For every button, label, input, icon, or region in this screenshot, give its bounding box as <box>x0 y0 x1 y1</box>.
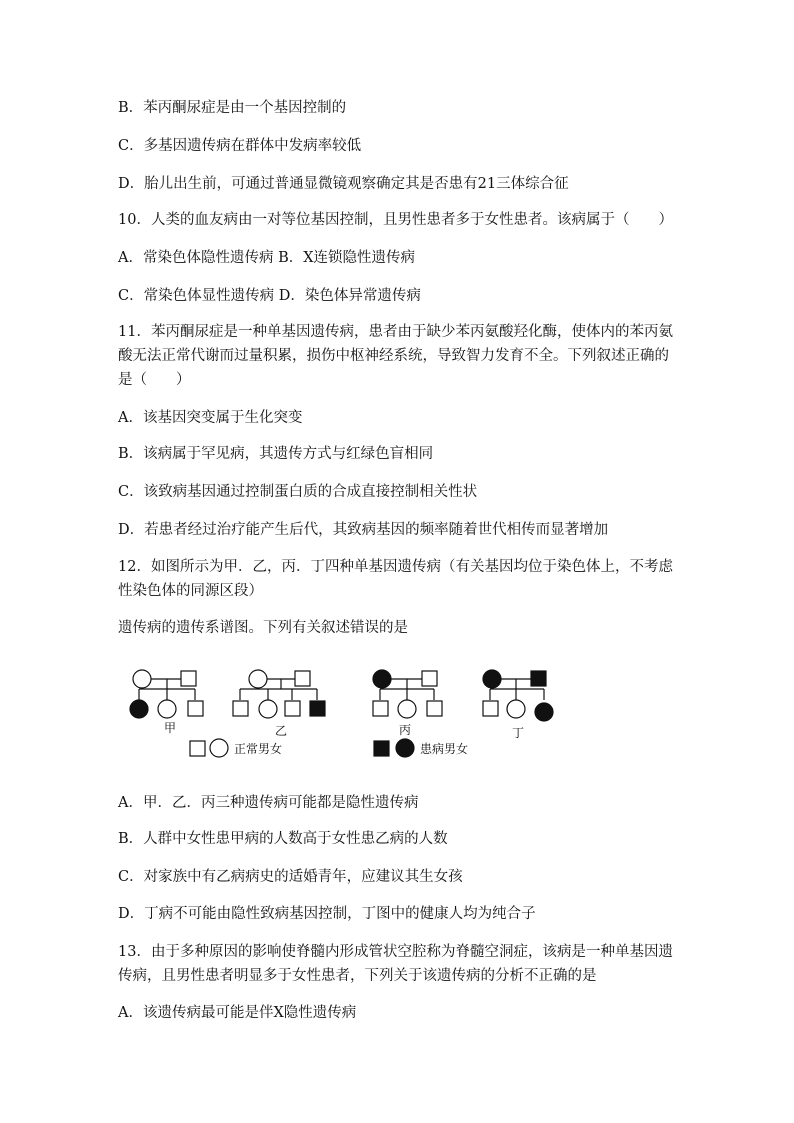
jia-daughter-affected <box>130 700 148 718</box>
label-jia: 甲 <box>164 721 177 735</box>
q10-options-ab: A．常染色体隐性遗传病 B．X连锁隐性遗传病 <box>118 250 416 266</box>
label-bing: 丙 <box>399 723 412 737</box>
q11-option-a: A．该基因突变属于生化突变 <box>118 410 303 426</box>
jia-mother <box>133 670 151 688</box>
pedigree-svg <box>118 655 568 767</box>
q12-option-d: D．丁病不可能由隐性致病基因控制，丁图中的健康人均为纯合子 <box>118 906 536 922</box>
ding-daughter <box>507 700 525 718</box>
ding-father-affected <box>531 671 546 686</box>
q13-option-a: A．该遗传病最可能是伴X隐性遗传病 <box>118 1005 357 1021</box>
q11-stem-line3: 是（ ） <box>118 372 191 388</box>
pedigree-ding <box>483 670 553 721</box>
yi-daughter <box>259 700 277 718</box>
yi-father <box>295 671 310 686</box>
ding-son <box>483 701 498 716</box>
pedigree-bing <box>373 670 442 718</box>
bing-daughter <box>398 700 416 718</box>
yi-son <box>233 701 248 716</box>
yi-mother <box>249 670 267 688</box>
q12-option-c: C．对家族中有乙病病史的适婚青年，应建议其生女孩 <box>118 869 463 885</box>
legend-normal-label: 正常男女 <box>234 742 283 756</box>
q11-option-c: C．该致病基因通过控制蛋白质的合成直接控制相关性状 <box>118 484 478 500</box>
pedigree-jia <box>130 670 203 718</box>
jia-father <box>181 671 196 686</box>
q9-option-d: D．胎儿出生前，可通过普通显微镜观察确定其是否患有21三体综合征 <box>118 176 569 192</box>
q10-stem: 10．人类的血友病由一对等位基因控制，且男性患者多于女性患者。该病属于（ ） <box>118 212 673 228</box>
q12-stem-line3: 遗传病的遗传系谱图。下列有关叙述错误的是 <box>118 620 408 636</box>
q11-option-b: B．该病属于罕见病，其遗传方式与红绿色盲相同 <box>118 446 434 462</box>
yi-son-affected <box>310 701 325 716</box>
q12-option-a: A．甲．乙．丙三种遗传病可能都是隐性遗传病 <box>118 795 419 811</box>
jia-son <box>188 701 203 716</box>
q12-option-b: B．人群中女性患甲病的人数高于女性患乙病的人数 <box>118 831 448 847</box>
legend-normal-female <box>210 739 228 757</box>
pedigree-yi <box>233 670 325 718</box>
legend-affected-female <box>396 739 414 757</box>
q11-stem-line1: 11．苯丙酮尿症是一种单基因遗传病，患者由于缺少苯丙氨酸羟化酶，使体内的苯丙氨 <box>118 324 673 340</box>
q13-stem-line2: 传病，且男性患者明显多于女性患者，下列关于该遗传病的分析不正确的是 <box>118 968 597 984</box>
yi-son <box>285 701 300 716</box>
bing-son <box>427 701 442 716</box>
jia-daughter <box>158 700 176 718</box>
q12-stem-line2: 性染色体的同源区段） <box>118 583 263 599</box>
legend-affected-male <box>374 741 389 756</box>
legend-normal-male <box>190 741 205 756</box>
q9-option-b: B．苯丙酮尿症是由一个基因控制的 <box>118 100 347 116</box>
q11-option-d: D．若患者经过治疗能产生后代，其致病基因的频率随着世代相传而显著增加 <box>118 522 609 538</box>
label-ding: 丁 <box>512 726 525 740</box>
q12-stem-line1: 12．如图所示为甲．乙，丙．丁四种单基因遗传病（有关基因均位于染色体上，不考虑 <box>118 559 673 575</box>
q9-option-c: C．多基因遗传病在群体中发病率较低 <box>118 138 362 154</box>
q11-stem-line2: 酸无法正常代谢而过量积累，损伤中枢神经系统，导致智力发育不全。下列叙述正确的 <box>118 348 669 364</box>
ding-daughter-affected <box>535 703 553 721</box>
bing-son <box>373 701 388 716</box>
q13-stem-line1: 13．由于多种原因的影响使脊髓内形成管状空腔称为脊髓空洞症，该病是一种单基因遗 <box>118 944 673 960</box>
pedigree-figure <box>118 655 568 771</box>
legend-affected-label: 患病男女 <box>420 742 469 756</box>
label-yi: 乙 <box>275 724 288 738</box>
ding-mother-affected <box>483 670 501 688</box>
bing-father <box>422 671 437 686</box>
q10-options-cd: C．常染色体显性遗传病 D．染色体异常遗传病 <box>118 288 421 304</box>
bing-mother-affected <box>373 670 391 688</box>
